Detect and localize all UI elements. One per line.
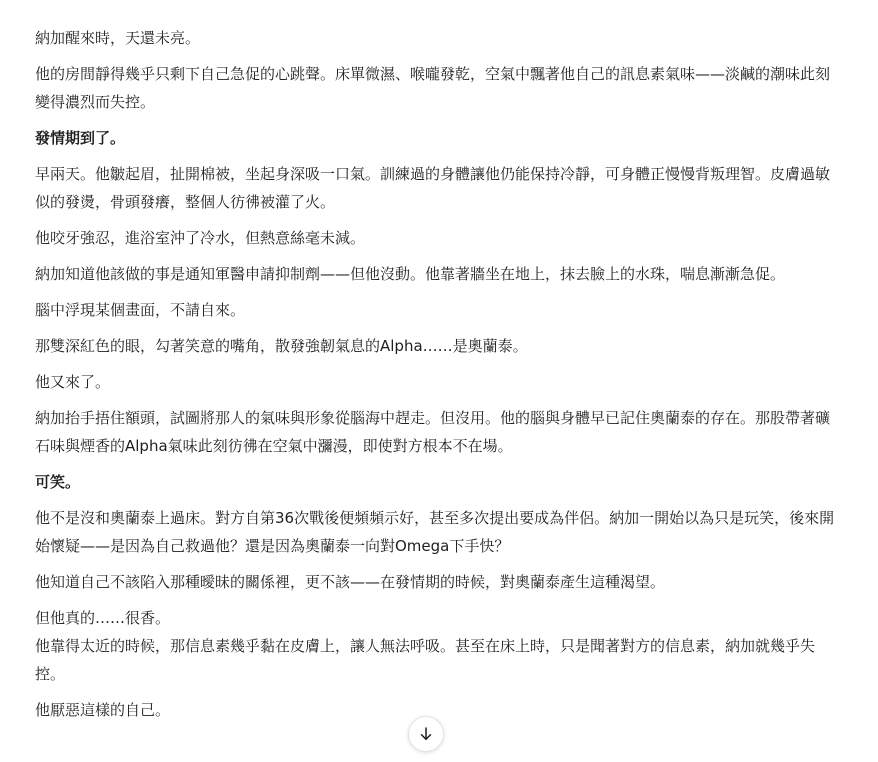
paragraph: 但他真的……很香。 <box>35 609 171 627</box>
paragraph: 納加抬手捂住額頭，試圖將那人的氣味與形象從腦海中趕走。但沒用。他的腦與身體早已記住奧蘭泰的存在。那股帶著礦石味與煙香的Alpha氣味此刻彷彿在空氣中瀰漫，即使對方根本不在場。 <box>35 409 831 455</box>
paragraph-bold: 發情期到了。 <box>35 129 126 147</box>
paragraph: 納加醒來時，天還未亮。 <box>35 29 201 47</box>
paragraph: 納加知道他該做的事是通知軍醫申請抑制劑——但他沒動。他靠著牆坐在地上，抹去臉上的水珠，喘息漸漸急促。 <box>35 265 786 283</box>
paragraph: 他的房間靜得幾乎只剩下自己急促的心跳聲。床單微濕、喉嚨發乾，空氣中飄著他自己的訊息素氣味——淡鹹的潮味此刻變得濃烈而失控。 <box>35 65 831 111</box>
paragraph-bold: 可笑。 <box>35 473 81 491</box>
paragraph: 他知道自己不該陷入那種曖昧的關係裡，更不該——在發情期的時候，對奧蘭泰產生這種渴望。 <box>35 573 666 591</box>
paragraph: 他靠得太近的時候，那信息素幾乎黏在皮膚上，讓人無法呼吸。甚至在床上時，只是聞著對方的信息素，納加就幾乎失控。 <box>35 637 816 683</box>
scroll-to-bottom-button[interactable] <box>408 716 444 752</box>
paragraph: 腦中浮現某個畫面，不請自來。 <box>35 301 246 319</box>
paragraph: 他厭惡這樣的自己。 <box>35 701 171 719</box>
paragraph: 他又來了。 <box>35 373 111 391</box>
paragraph: 他不是沒和奧蘭泰上過床。對方自第36次戰後便頻頻示好，甚至多次提出要成為伴侶。納加一開始以為只是玩笑，後來開始懷疑——是因為自己救過他？還是因為奧蘭泰一向對Omega下手快？ <box>35 509 835 555</box>
paragraph: 他咬牙強忍，進浴室沖了冷水，但熱意絲毫未減。 <box>35 229 366 247</box>
arrow-down-icon <box>417 725 435 743</box>
paragraph: 早兩天。他皺起眉，扯開棉被，坐起身深吸一口氣。訓練過的身體讓他仍能保持冷靜，可身體正慢慢背叛理智。皮膚過敏似的發燙，骨頭發癢，整個人彷彿被灌了火。 <box>35 165 831 211</box>
chat-message-content <box>35 24 835 732</box>
paragraph: 那雙深紅色的眼，勾著笑意的嘴角，散發強韌氣息的Alpha……是奧蘭泰。 <box>35 337 528 355</box>
